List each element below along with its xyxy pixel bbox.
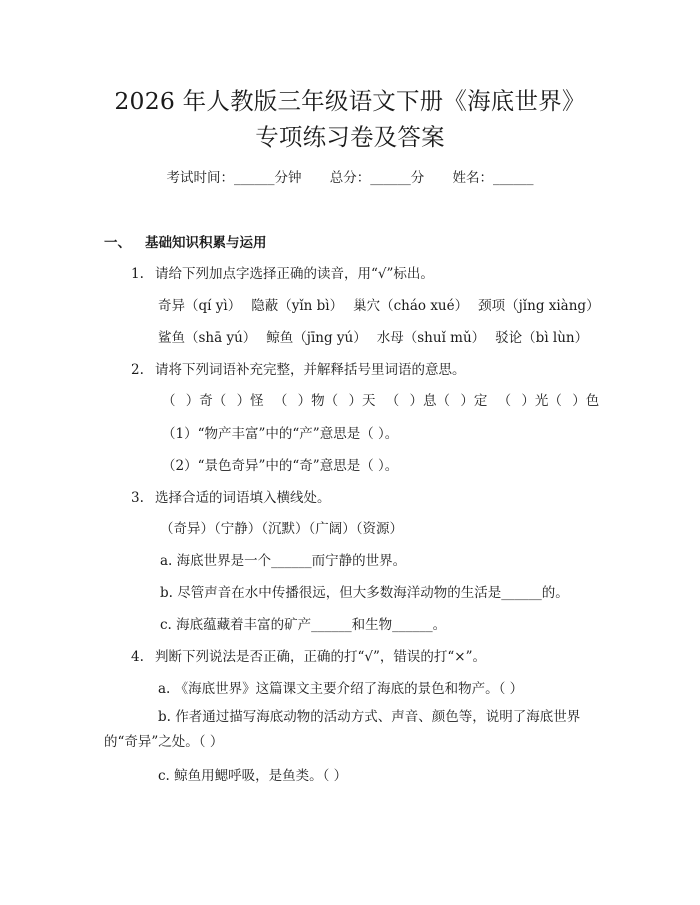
pinyin-item: 驳论（bì lùn） [495, 330, 589, 346]
judge-item-a: a. 《海底世界》这篇课文主要介绍了海底的景色和物产。（ ） [158, 681, 524, 697]
page-title-line1: 2026 年人教版三年级语文下册《海底世界》 [114, 87, 586, 115]
question-number: 2. [131, 362, 144, 378]
question-1 [131, 262, 434, 282]
pinyin-item: 巢穴（cháo xué） [353, 298, 469, 314]
question-text: 请给下列加点字选择正确的读音，用“√”标出。 [155, 266, 434, 282]
total-score: 总分：______分 [329, 170, 425, 186]
judge-item-c: c. 鲸鱼用鳃呼吸，是鱼类。（ ） [158, 768, 348, 784]
sub-question-2: （2）“景色奇异”中的“奇”意思是（ ）。 [162, 458, 399, 474]
pinyin-item: 奇异（qí yì） [158, 298, 242, 314]
fill-item-b: b. 尽管声音在水中传播很远，但大多数海洋动物的生活是______的。 [160, 585, 569, 601]
student-name: 姓名：______ [452, 170, 534, 186]
question-number: 4. [131, 649, 144, 665]
fill-item-c: c. 海底蕴藏着丰富的矿产______和生物______。 [160, 617, 447, 633]
sub-question-1: （1）“物产丰富”中的“产”意思是（ ）。 [162, 426, 399, 442]
judge-item-b: b. 作者通过描写海底动物的活动方式、声音、颜色等，说明了海底世界的“奇异”之处。（ ） [104, 709, 581, 750]
question-text: 请将下列词语补充完整，并解释括号里词语的意思。 [155, 362, 466, 378]
pinyin-item: 鲸鱼（jīng yú） [266, 330, 367, 346]
pinyin-item: 颈项（jǐng xiàng） [478, 298, 600, 314]
pinyin-row-2 [158, 326, 598, 346]
pinyin-item: 鲨鱼（shā yú） [158, 330, 257, 346]
section-title: 基础知识积累与运用 [145, 235, 267, 251]
question-number: 1. [131, 266, 144, 282]
question-3 [131, 486, 331, 506]
exam-time: 考试时间：______分钟 [166, 170, 302, 186]
word-options: （奇异）（宁静）（沉默）（广阔）（资源） [160, 521, 403, 537]
question-text: 选择合适的词语填入横线处。 [155, 490, 331, 506]
question-number: 3. [131, 490, 144, 506]
exam-meta [0, 166, 700, 186]
fill-item-a: a. 海底世界是一个______而宁静的世界。 [160, 553, 407, 569]
pinyin-row-1 [158, 294, 610, 314]
pinyin-item: 水母（shuǐ mǔ） [376, 330, 486, 346]
idiom-blanks: （ ）奇（ ）怪 （ ）物（ ）天 （ ）息（ ）定 （ ）光（ ）色 [162, 393, 600, 409]
section-number: 一、 [104, 235, 131, 251]
page-title-line2: 专项练习卷及答案 [255, 123, 445, 151]
question-2 [131, 358, 466, 378]
question-4 [131, 645, 486, 665]
pinyin-item: 隐蔽（yǐn bì） [251, 298, 344, 314]
question-text: 判断下列说法是否正确，正确的打“√”，错误的打“×”。 [155, 649, 487, 665]
section-heading [104, 231, 267, 251]
